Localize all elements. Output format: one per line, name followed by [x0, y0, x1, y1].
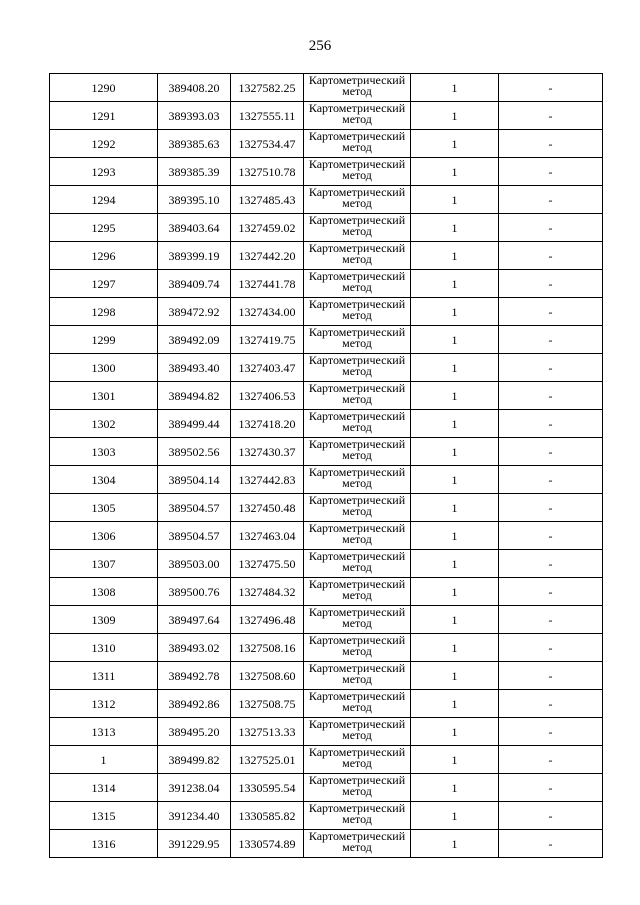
table-row — [50, 746, 603, 774]
note-cell: - — [499, 410, 603, 438]
method-text: Картометрический метод — [308, 663, 406, 686]
y-coordinate-cell: 1327513.33 — [231, 718, 304, 746]
note-cell: - — [499, 74, 603, 102]
y-coordinate-cell: 1327419.75 — [231, 326, 304, 354]
y-coordinate-cell: 1327406.53 — [231, 382, 304, 410]
accuracy-cell: 1 — [411, 830, 499, 858]
method-text: Картометрический метод — [308, 523, 406, 546]
table-row — [50, 522, 603, 550]
method-cell — [304, 466, 411, 494]
method-cell — [304, 438, 411, 466]
y-coordinate-cell: 1327496.48 — [231, 606, 304, 634]
method-text: Картометрический метод — [308, 579, 406, 602]
y-coordinate-cell: 1327510.78 — [231, 158, 304, 186]
point-number-cell: 1302 — [50, 410, 158, 438]
note-cell: - — [499, 382, 603, 410]
table-row — [50, 214, 603, 242]
point-number-cell: 1292 — [50, 130, 158, 158]
y-coordinate-cell: 1327442.20 — [231, 242, 304, 270]
accuracy-cell: 1 — [411, 130, 499, 158]
point-number-cell: 1307 — [50, 550, 158, 578]
method-text: Картометрический метод — [308, 719, 406, 742]
note-cell: - — [499, 298, 603, 326]
note-cell: - — [499, 494, 603, 522]
method-cell — [304, 382, 411, 410]
note-cell: - — [499, 774, 603, 802]
method-cell — [304, 326, 411, 354]
table-row — [50, 74, 603, 102]
x-coordinate-cell: 389493.40 — [158, 354, 231, 382]
note-cell: - — [499, 830, 603, 858]
note-cell: - — [499, 102, 603, 130]
table-row — [50, 410, 603, 438]
method-text: Картометрический метод — [308, 495, 406, 518]
point-number-cell: 1313 — [50, 718, 158, 746]
accuracy-cell: 1 — [411, 102, 499, 130]
method-text: Картометрический метод — [308, 75, 406, 98]
table-row — [50, 354, 603, 382]
note-cell: - — [499, 326, 603, 354]
accuracy-cell: 1 — [411, 326, 499, 354]
accuracy-cell: 1 — [411, 382, 499, 410]
note-cell: - — [499, 270, 603, 298]
table-row — [50, 494, 603, 522]
table-row — [50, 634, 603, 662]
note-cell: - — [499, 186, 603, 214]
table-row — [50, 690, 603, 718]
accuracy-cell: 1 — [411, 774, 499, 802]
note-cell: - — [499, 130, 603, 158]
accuracy-cell: 1 — [411, 550, 499, 578]
method-cell — [304, 494, 411, 522]
y-coordinate-cell: 1327525.01 — [231, 746, 304, 774]
method-text: Картометрический метод — [308, 831, 406, 854]
y-coordinate-cell: 1327463.04 — [231, 522, 304, 550]
note-cell: - — [499, 746, 603, 774]
coordinates-table — [49, 73, 603, 858]
accuracy-cell: 1 — [411, 298, 499, 326]
method-text: Картометрический метод — [308, 607, 406, 630]
x-coordinate-cell: 389504.14 — [158, 466, 231, 494]
x-coordinate-cell: 389504.57 — [158, 522, 231, 550]
method-cell — [304, 102, 411, 130]
method-cell — [304, 774, 411, 802]
point-number-cell: 1308 — [50, 578, 158, 606]
method-cell — [304, 522, 411, 550]
accuracy-cell: 1 — [411, 438, 499, 466]
point-number-cell: 1296 — [50, 242, 158, 270]
point-number-cell: 1310 — [50, 634, 158, 662]
y-coordinate-cell: 1327430.37 — [231, 438, 304, 466]
x-coordinate-cell: 389393.03 — [158, 102, 231, 130]
x-coordinate-cell: 389495.20 — [158, 718, 231, 746]
method-text: Картометрический метод — [308, 551, 406, 574]
x-coordinate-cell: 389494.82 — [158, 382, 231, 410]
accuracy-cell: 1 — [411, 186, 499, 214]
method-cell — [304, 718, 411, 746]
y-coordinate-cell: 1327403.47 — [231, 354, 304, 382]
note-cell: - — [499, 662, 603, 690]
table-row — [50, 802, 603, 830]
note-cell: - — [499, 550, 603, 578]
x-coordinate-cell: 389408.20 — [158, 74, 231, 102]
point-number-cell: 1295 — [50, 214, 158, 242]
point-number-cell: 1311 — [50, 662, 158, 690]
method-text: Картометрический метод — [308, 327, 406, 350]
accuracy-cell: 1 — [411, 522, 499, 550]
table-row — [50, 606, 603, 634]
accuracy-cell: 1 — [411, 410, 499, 438]
y-coordinate-cell: 1330585.82 — [231, 802, 304, 830]
x-coordinate-cell: 389499.82 — [158, 746, 231, 774]
table-row — [50, 242, 603, 270]
x-coordinate-cell: 389492.09 — [158, 326, 231, 354]
x-coordinate-cell: 389502.56 — [158, 438, 231, 466]
point-number-cell: 1294 — [50, 186, 158, 214]
table-row — [50, 186, 603, 214]
method-text: Картометрический метод — [308, 467, 406, 490]
x-coordinate-cell: 389385.39 — [158, 158, 231, 186]
y-coordinate-cell: 1327534.47 — [231, 130, 304, 158]
accuracy-cell: 1 — [411, 690, 499, 718]
accuracy-cell: 1 — [411, 466, 499, 494]
x-coordinate-cell: 389403.64 — [158, 214, 231, 242]
method-text: Картометрический метод — [308, 803, 406, 826]
table-row — [50, 130, 603, 158]
x-coordinate-cell: 389493.02 — [158, 634, 231, 662]
table-row — [50, 326, 603, 354]
table-row — [50, 550, 603, 578]
x-coordinate-cell: 389503.00 — [158, 550, 231, 578]
accuracy-cell: 1 — [411, 242, 499, 270]
accuracy-cell: 1 — [411, 214, 499, 242]
method-text: Картометрический метод — [308, 243, 406, 266]
note-cell: - — [499, 802, 603, 830]
note-cell: - — [499, 158, 603, 186]
y-coordinate-cell: 1327418.20 — [231, 410, 304, 438]
point-number-cell: 1297 — [50, 270, 158, 298]
method-text: Картометрический метод — [308, 299, 406, 322]
point-number-cell: 1 — [50, 746, 158, 774]
x-coordinate-cell: 389499.44 — [158, 410, 231, 438]
point-number-cell: 1306 — [50, 522, 158, 550]
table-row — [50, 270, 603, 298]
method-text: Картометрический метод — [308, 159, 406, 182]
point-number-cell: 1301 — [50, 382, 158, 410]
y-coordinate-cell: 1327484.32 — [231, 578, 304, 606]
method-cell — [304, 214, 411, 242]
y-coordinate-cell: 1327555.11 — [231, 102, 304, 130]
method-cell — [304, 746, 411, 774]
method-text: Картометрический метод — [308, 215, 406, 238]
x-coordinate-cell: 389504.57 — [158, 494, 231, 522]
table-row — [50, 102, 603, 130]
accuracy-cell: 1 — [411, 718, 499, 746]
note-cell: - — [499, 214, 603, 242]
method-text: Картометрический метод — [308, 775, 406, 798]
method-cell — [304, 690, 411, 718]
y-coordinate-cell: 1327450.48 — [231, 494, 304, 522]
method-cell — [304, 634, 411, 662]
y-coordinate-cell: 1327442.83 — [231, 466, 304, 494]
point-number-cell: 1303 — [50, 438, 158, 466]
method-cell — [304, 830, 411, 858]
method-cell — [304, 354, 411, 382]
method-cell — [304, 186, 411, 214]
y-coordinate-cell: 1327441.78 — [231, 270, 304, 298]
table-row — [50, 718, 603, 746]
method-cell — [304, 130, 411, 158]
method-text: Картометрический метод — [308, 635, 406, 658]
x-coordinate-cell: 389492.86 — [158, 690, 231, 718]
point-number-cell: 1298 — [50, 298, 158, 326]
y-coordinate-cell: 1327508.16 — [231, 634, 304, 662]
point-number-cell: 1309 — [50, 606, 158, 634]
method-cell — [304, 550, 411, 578]
table-row — [50, 382, 603, 410]
x-coordinate-cell: 389399.19 — [158, 242, 231, 270]
table-row — [50, 774, 603, 802]
x-coordinate-cell: 389409.74 — [158, 270, 231, 298]
y-coordinate-cell: 1330574.89 — [231, 830, 304, 858]
note-cell: - — [499, 578, 603, 606]
table-row — [50, 830, 603, 858]
point-number-cell: 1315 — [50, 802, 158, 830]
method-text: Картометрический метод — [308, 355, 406, 378]
method-text: Картометрический метод — [308, 271, 406, 294]
note-cell: - — [499, 522, 603, 550]
accuracy-cell: 1 — [411, 494, 499, 522]
accuracy-cell: 1 — [411, 578, 499, 606]
method-text: Картометрический метод — [308, 187, 406, 210]
table-row — [50, 578, 603, 606]
y-coordinate-cell: 1327459.02 — [231, 214, 304, 242]
x-coordinate-cell: 391229.95 — [158, 830, 231, 858]
method-cell — [304, 158, 411, 186]
point-number-cell: 1293 — [50, 158, 158, 186]
point-number-cell: 1305 — [50, 494, 158, 522]
coordinates-table-body — [50, 74, 603, 858]
note-cell: - — [499, 354, 603, 382]
method-text: Картометрический метод — [308, 103, 406, 126]
note-cell: - — [499, 634, 603, 662]
accuracy-cell: 1 — [411, 662, 499, 690]
y-coordinate-cell: 1327508.75 — [231, 690, 304, 718]
y-coordinate-cell: 1327582.25 — [231, 74, 304, 102]
x-coordinate-cell: 389385.63 — [158, 130, 231, 158]
method-cell — [304, 298, 411, 326]
method-cell — [304, 242, 411, 270]
method-text: Картометрический метод — [308, 411, 406, 434]
table-row — [50, 438, 603, 466]
x-coordinate-cell: 389500.76 — [158, 578, 231, 606]
accuracy-cell: 1 — [411, 606, 499, 634]
accuracy-cell: 1 — [411, 354, 499, 382]
x-coordinate-cell: 391238.04 — [158, 774, 231, 802]
method-cell — [304, 802, 411, 830]
method-cell — [304, 578, 411, 606]
y-coordinate-cell: 1327508.60 — [231, 662, 304, 690]
page-number: 256 — [308, 38, 332, 54]
note-cell: - — [499, 718, 603, 746]
note-cell: - — [499, 242, 603, 270]
method-cell — [304, 270, 411, 298]
point-number-cell: 1312 — [50, 690, 158, 718]
method-cell — [304, 410, 411, 438]
method-text: Картометрический метод — [308, 691, 406, 714]
x-coordinate-cell: 389497.64 — [158, 606, 231, 634]
accuracy-cell: 1 — [411, 746, 499, 774]
point-number-cell: 1314 — [50, 774, 158, 802]
x-coordinate-cell: 391234.40 — [158, 802, 231, 830]
table-row — [50, 158, 603, 186]
point-number-cell: 1299 — [50, 326, 158, 354]
table-row — [50, 662, 603, 690]
table-row — [50, 298, 603, 326]
y-coordinate-cell: 1330595.54 — [231, 774, 304, 802]
accuracy-cell: 1 — [411, 802, 499, 830]
method-cell — [304, 606, 411, 634]
accuracy-cell: 1 — [411, 158, 499, 186]
accuracy-cell: 1 — [411, 270, 499, 298]
accuracy-cell: 1 — [411, 634, 499, 662]
point-number-cell: 1304 — [50, 466, 158, 494]
x-coordinate-cell: 389492.78 — [158, 662, 231, 690]
note-cell: - — [499, 690, 603, 718]
note-cell: - — [499, 438, 603, 466]
method-text: Картометрический метод — [308, 747, 406, 770]
x-coordinate-cell: 389472.92 — [158, 298, 231, 326]
y-coordinate-cell: 1327485.43 — [231, 186, 304, 214]
note-cell: - — [499, 606, 603, 634]
method-cell — [304, 74, 411, 102]
point-number-cell: 1291 — [50, 102, 158, 130]
method-text: Картометрический метод — [308, 439, 406, 462]
point-number-cell: 1300 — [50, 354, 158, 382]
method-text: Картометрический метод — [308, 131, 406, 154]
y-coordinate-cell: 1327475.50 — [231, 550, 304, 578]
method-cell — [304, 662, 411, 690]
point-number-cell: 1316 — [50, 830, 158, 858]
accuracy-cell: 1 — [411, 74, 499, 102]
y-coordinate-cell: 1327434.00 — [231, 298, 304, 326]
method-text: Картометрический метод — [308, 383, 406, 406]
table-row — [50, 466, 603, 494]
point-number-cell: 1290 — [50, 74, 158, 102]
note-cell: - — [499, 466, 603, 494]
x-coordinate-cell: 389395.10 — [158, 186, 231, 214]
